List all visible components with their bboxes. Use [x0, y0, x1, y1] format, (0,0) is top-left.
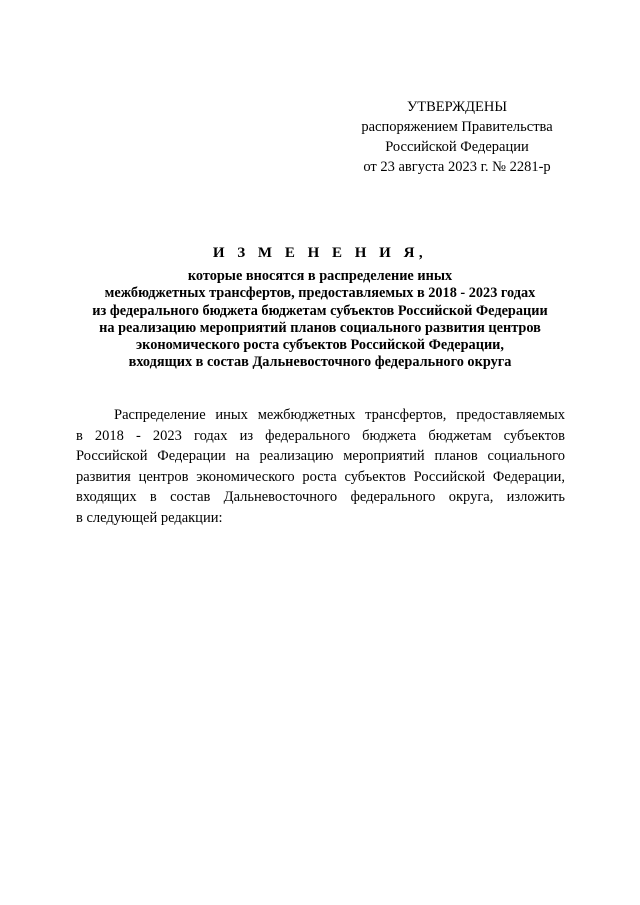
- approval-heading: УТВЕРЖДЕНЫ: [406, 99, 508, 115]
- body-line: Распределение иных межбюджетных трансфертов, предоставляемых: [114, 407, 565, 423]
- approval-line: распоряжением Правительства: [361, 119, 553, 135]
- body-line: развития центров экономического роста субъектов Российской Федерации,: [76, 468, 565, 485]
- subtitle-line: экономического роста субъектов Российской Федерации,: [135, 337, 504, 354]
- document-title: И З М Е Н Е Н И Я,: [212, 245, 428, 261]
- subtitle-line: межбюджетных трансфертов, предоставляемых в 2018 - 2023 годах: [104, 285, 536, 302]
- approval-date-line: от 23 августа 2023 г. № 2281-р: [363, 159, 551, 175]
- body-line: в 2018 - 2023 годах из федерального бюджета бюджетам субъектов: [76, 427, 565, 444]
- subtitle-line: входящих в состав Дальневосточного федерального округа: [128, 354, 512, 371]
- subtitle-line: на реализацию мероприятий планов социального развития центров: [99, 319, 541, 336]
- subtitle-line: из федерального бюджета бюджетам субъектов Российской Федерации: [92, 302, 548, 319]
- body-paragraph: [76, 405, 565, 528]
- body-line: Российской Федерации на реализацию мероприятий планов социального: [76, 448, 565, 464]
- approval-stamp: [340, 97, 574, 177]
- body-line: в следующей редакции:: [76, 509, 223, 526]
- document-subtitle: [60, 268, 580, 372]
- subtitle-line: которые вносятся в распределение иных: [187, 268, 453, 284]
- body-line: входящих в состав Дальневосточного федерального округа, изложить: [76, 489, 565, 505]
- approval-line: Российской Федерации: [385, 139, 529, 155]
